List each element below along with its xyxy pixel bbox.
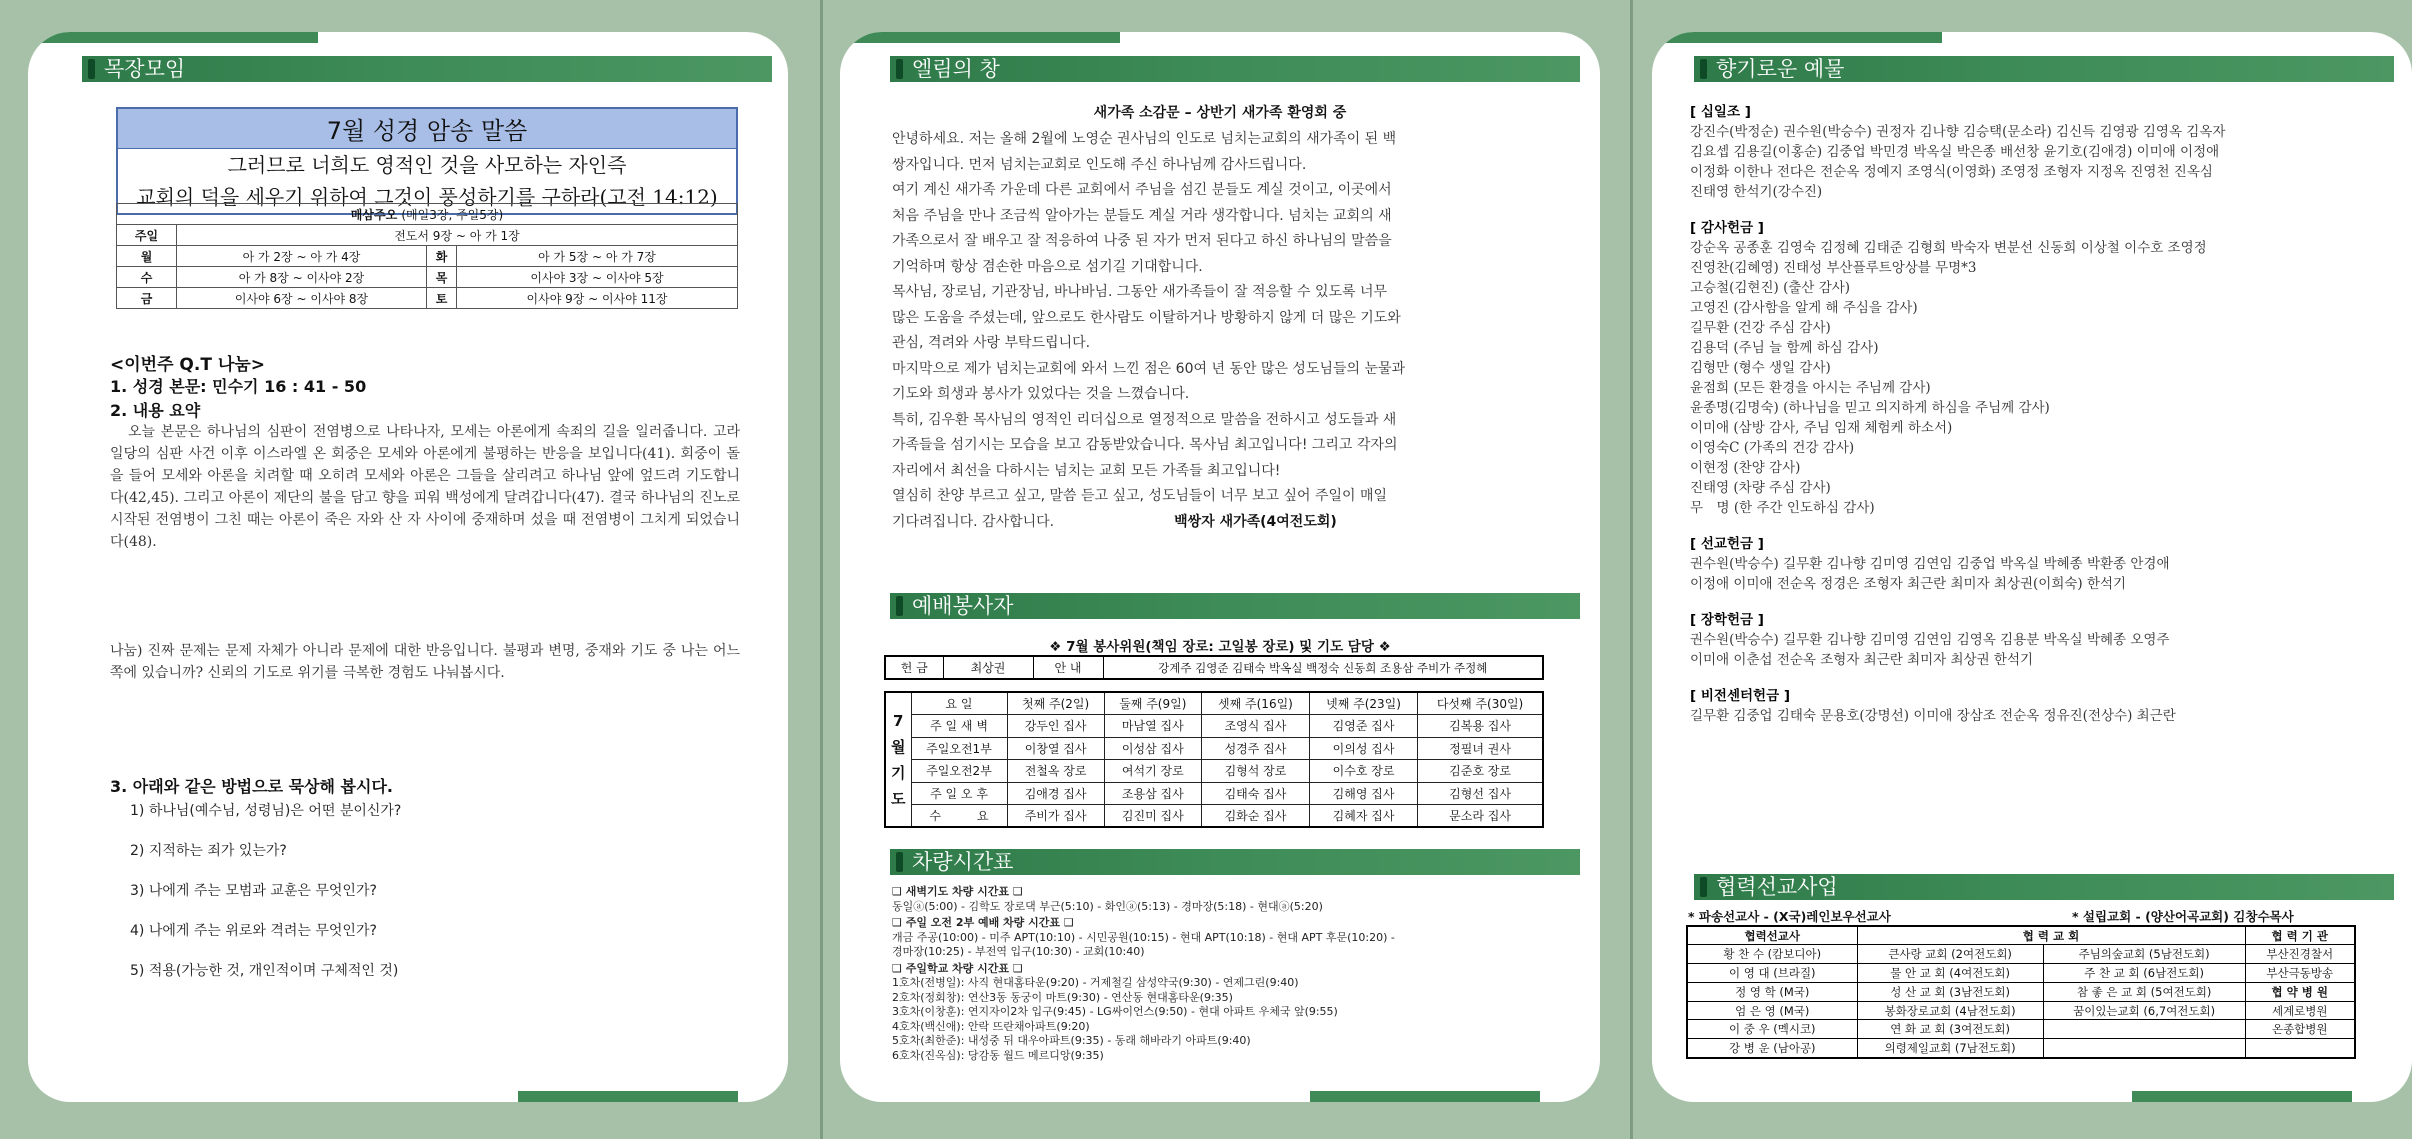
table-row: 황 찬 수 (캄보디아) 큰사랑 교회 (2여전도회) 주님의숲교회 (5남전도회) 부산진경찰서 xyxy=(1687,945,2355,964)
svc-label: 헌 금 xyxy=(885,656,943,679)
meditation-question: 5) 적용(가능한 것, 개인적이며 구체적인 것) xyxy=(130,963,399,979)
offerings-list: [ 십일조 ] 강진수(박정순) 권수원(박승수) 권정자 김나향 김승택(문소라) 김신득 김영광 김영옥 김옥자 김요셉 김용길(이홍순) 김중업 박민경 박옥실 박은종 배선창 윤기호(김애경) 이미애 이정애 이정화 이한나 전다은 전순옥 정예지 조영식(이영화) 조영정 조형자 지정옥 진영천 진옥심 진태영 한석기(강수진) [ 감사헌금 ] 강순옥 공종훈 김영숙 김정혜 김태준 김형희 박숙자 변분선 신동희 이상철 이수호 조영정 진영찬(김혜영) 진태성 부산플루트앙상블 무명*3 고승철(김현진) (출산 감사) 고영진 (감사함을 알게 해 주심을 감사) 길무환 (건강 주심 감사) 김용덕 (주님 늘 함께 하심 감사) 김형만 (형수 생일 감사) 윤점희 (모든 환경을 아시는 주님께 감사) 윤종명(김명숙) (하나님을 믿고 의지하게 하심을 주님께 감사) 이미애 (삼방 감사, 주님 임재 체험케 하소서) 이영숙C (가족의 건강 감사) 이현정 (찬양 감사) 진태영 (차량 주심 감사) 무 명 (한 주간 인도하심 감사) [ 선교헌금 ] 권수원(박승수) 길무환 김나향 김미영 김연임 김중업 박옥실 박혜종 박환종 안경애 이정애 이미애 전순옥 정경은 조형자 최근란 최미자 최상권(이희숙) 한석기 [ 장학헌금 ] 권수원(박승수) 길무환 김나향 김미영 김연임 김영옥 김용분 박옥실 박혜종 오영주 이미애 이춘섭 전순옥 조형자 최근란 최미자 최상권 한석기 [ 비전센터헌금 ] 길무환 김중업 김태숙 문용호(강명선) 이미애 장삼조 전순옥 정유진(전상수) 최근란 xyxy=(1690,102,2390,726)
col-head: 넷째 주(23일) xyxy=(1310,692,1418,715)
table-row: 주일오전1부 이창열 집사 이성삼 집사 성경주 집사 이의성 집사 정필녀 권사 xyxy=(885,737,1543,760)
letter-line: 자리에서 최선을 다하시는 넘치는 교회 모든 가족들 최고입니다! xyxy=(892,462,1281,479)
letter-line: 기다려집니다. 감사합니다. 백쌍자 새가족(4여전도회) xyxy=(892,513,1337,530)
fold-line xyxy=(1630,0,1633,1139)
decoration xyxy=(28,32,318,43)
letter-line: 목사님, 장로님, 기관장님, 바나바님. 그동안 새가족들이 잘 적응할 수 있도록 너무 xyxy=(892,284,1388,300)
bus-line: 개금 주공(10:00) - 미주 APT(10:10) - 시민공원(10:15) - 현대 APT(10:18) - 현대 APT 후문(10:20) - xyxy=(892,930,1395,944)
table-row: 강 병 운 (남아공) 의령제일교회 (7남전도회) xyxy=(1687,1039,2355,1058)
letter-title: 새가족 소감문 – 상반기 새가족 환영회 중 xyxy=(1093,105,1347,121)
svc-name: 최상권 xyxy=(943,656,1033,679)
reading-day: 화 xyxy=(427,246,457,267)
letter-signature: 백쌍자 새가족(4여전도회) xyxy=(1174,513,1337,530)
decoration xyxy=(1310,1091,1540,1102)
bus-line: 4호차(백신애): 안락 뜨란채아파트(9:20) xyxy=(892,1019,1090,1033)
offering-title: [ 선교헌금 ] xyxy=(1690,536,1764,552)
reading-text: 아 가 2장 ~ 아 가 4장 xyxy=(177,246,427,267)
meditation-question: 1) 하나님(예수님, 성령님)은 어떤 분이신가? xyxy=(130,803,402,819)
section-header-mokjang: 목장모임 xyxy=(82,56,772,82)
mission-table: 협력선교사 협 력 교 회 협 력 기 관 황 찬 수 (캄보디아) 큰사랑 교회 (2여전도회) 주님의숲교회 (5남전도회) 부산진경찰서 이 영 대 (브라질) 물 안 교 회 (4여전도회) 주 찬 교 회 (6남전도회) 부산극동방송 정 영 학 (M국) 성 산 교 회 (3남전도회) 참 좋 은 교 회 (5여전도회) 협 약 병 원 엄 은 영 (M국) 봉화장로교회 (4남전도회) 꿈이있는교회 (6,7여전도회) 세계로병원 이 중 우 (멕시코) 연 화 교 회 (3여전도회) 온종합병원 강 병 운 (남아공) 의령제일교회 (7남전도회) xyxy=(1686,925,2356,1059)
bus-title: ❑ 주일학교 차량 시간표 ❑ xyxy=(892,961,1023,975)
bus-line: 6호차(진옥심): 당감동 월드 메르디앙(9:35) xyxy=(892,1048,1104,1062)
offering-usher-table xyxy=(884,655,1544,680)
qt-summary: 오늘 본문은 하나님의 심판이 전염병으로 나타나자, 모세는 아론에게 속죄의 길을 일러줍니다. 고라 일당의 심판 사건 이후 이스라엘 온 회중은 모세와 아론에게 불평하는 반응을 보입니다(41). 회중이 돌을 들어 모세와 아론을 치려할 때 오히려 모세와 아론은 그들을 살리려고 하나님 앞에 엎드려 기도합니다(42,45). 그리고 아론이 제단의 불을 담고 향을 피워 백성에게 달려갑니다(47). 결국 하나님의 진노로 시작된 전염병이 그친 때는 아론이 죽은 자와 산 자 사이에 중재하며 섰을 때 전염병이 그치게 되었습니다(48). xyxy=(110,424,740,550)
reading-day: 수 xyxy=(117,267,177,288)
table-row: 정 영 학 (M국) 성 산 교 회 (3남전도회) 참 좋 은 교 회 (5여전도회) 협 약 병 원 xyxy=(1687,982,2355,1001)
reading-table xyxy=(116,203,738,309)
memory-verse-title: 7월 성경 암송 말씀 xyxy=(118,109,736,149)
letter-line: 가족들을 섬기시는 모습을 보고 감동받았습니다. 목사님 최고입니다! 그리고 각자의 xyxy=(892,437,1398,453)
letter-line: 열심히 찬양 부르고 싶고, 말씀 듣고 싶고, 성도님들이 너무 보고 싶어 주일이 매일 xyxy=(892,488,1388,504)
col-head: 첫째 주(2일) xyxy=(1007,692,1104,715)
letter-line: 처음 주님을 만나 조금씩 알아가는 분들도 계실 거라 생각합니다. 넘치는 교회의 새 xyxy=(892,207,1392,224)
qt-share: 나눔) 진짜 문제는 문제 자체가 아니라 문제에 대한 반응입니다. 불평과 변명, 중재와 기도 중 나는 어느 쪽에 있습니까? 신뢰의 기도로 위기를 극복한 경험도 나눠봅시다. xyxy=(110,643,740,681)
reading-text: 이사야 3장 ~ 이사야 5장 xyxy=(457,267,738,288)
table-row: 주 일 오 후 김애경 집사 조용삼 집사 김태숙 집사 김해영 집사 김형선 집사 xyxy=(885,782,1543,805)
col-head: 다섯째 주(30일) xyxy=(1418,692,1543,715)
panel-middle xyxy=(840,32,1600,1102)
table-row: 이 중 우 (멕시코) 연 화 교 회 (3여전도회) 온종합병원 xyxy=(1687,1020,2355,1039)
service-title: ❖ 7월 봉사위원(책임 장로: 고일봉 장로) 및 기도 담당 ❖ xyxy=(1049,639,1391,655)
letter-line: 관심, 격려와 사랑 부탁드립니다. xyxy=(892,335,1091,351)
letter-line: 여기 계신 새가족 가운데 다른 교회에서 주님을 섬긴 분들도 계실 것이고, 이곳에서 xyxy=(892,182,1392,198)
fold-line xyxy=(820,0,823,1139)
month-label: 7 월 기 도 xyxy=(885,692,911,827)
table-row: 주 일 새 벽 강두인 집사 마남열 집사 조영식 집사 김영준 집사 김복용 집사 xyxy=(885,715,1543,738)
letter-line: 많은 도움을 주셨는데, 앞으로도 한사람도 이탈하거나 방황하지 않게 더 많은 기도와 xyxy=(892,309,1401,326)
offering-title: [ 비전센터헌금 ] xyxy=(1690,688,1790,704)
letter-line: 가족으로서 잘 배우고 잘 적응하여 나중 된 자가 먼저 된다고 하신 하나님의 말씀을 xyxy=(892,233,1392,249)
offering-title: [ 십일조 ] xyxy=(1690,104,1751,120)
meditation-question: 4) 나에게 주는 위로와 격려는 무엇인가? xyxy=(130,923,377,939)
letter-line: 안녕하세요. 저는 올해 2월에 노영순 권사님의 인도로 넘치는교회의 새가족이 된 백 xyxy=(892,131,1397,147)
reading-day: 목 xyxy=(427,267,457,288)
letter-line: 기억하며 항상 겸손한 마음으로 섬기길 기대합니다. xyxy=(892,258,1203,275)
offering-title: [ 장학헌금 ] xyxy=(1690,612,1764,628)
offering-title: [ 감사헌금 ] xyxy=(1690,220,1764,236)
memory-verse-line1: 그러므로 너희도 영적인 것을 사모하는 자인즉 xyxy=(227,153,627,177)
bus-title: ❑ 주일 오전 2부 예배 차량 시간표 ❑ xyxy=(892,916,1074,929)
table-row: 수 요 주비가 집사 김진미 집사 김화순 집사 김혜자 집사 문소라 집사 xyxy=(885,805,1543,828)
qt-item-2: 2. 내용 요약 xyxy=(110,401,201,420)
letter-line: 쌍자입니다. 먼저 넘치는교회로 인도해 주신 하나님께 감사드립니다. xyxy=(892,156,1307,173)
reading-text: 이사야 9장 ~ 이사야 11장 xyxy=(457,288,738,309)
bus-schedule xyxy=(892,885,1582,1063)
col-head: 셋째 주(16일) xyxy=(1201,692,1309,715)
bus-line: 5호차(최한준): 내성중 뒤 대우아파트(9:35) - 동래 해바라기 아파트(9:40) xyxy=(892,1034,1251,1047)
memory-verse-box xyxy=(116,107,738,215)
reading-day: 주일 xyxy=(117,225,177,246)
qt-title: <이번주 Q.T 나눔> xyxy=(110,355,265,375)
meditation-question: 3) 나에게 주는 모범과 교훈은 무엇인가? xyxy=(130,883,377,899)
col-head: 둘째 주(9일) xyxy=(1104,692,1201,715)
section-header-servers: 예배봉사자 xyxy=(890,593,1580,619)
section-header-mission: 협력선교사업 xyxy=(1694,874,2394,900)
letter-line: 기도와 희생과 봉사가 있었다는 것을 느꼈습니다. xyxy=(892,386,1190,402)
decoration xyxy=(1652,32,1942,43)
bus-line: 2호차(정회창): 연산3동 동궁이 마트(9:30) - 연산동 현대홈타운(9:35) xyxy=(892,990,1233,1004)
reading-day: 토 xyxy=(427,288,457,309)
decoration xyxy=(2132,1091,2352,1102)
memory-verse-line2: 교회의 덕을 세우기 위하여 그것이 풍성하기를 구하라(고전 14:12) xyxy=(136,185,718,209)
table-row: 이 영 대 (브라질) 물 안 교 회 (4여전도회) 주 찬 교 회 (6남전도회) 부산극동방송 xyxy=(1687,964,2355,983)
panel-left xyxy=(28,32,788,1102)
prayer-schedule-table xyxy=(884,691,1544,828)
panel-right xyxy=(1652,32,2412,1102)
letter-line: 특히, 김우환 목사님의 영적인 리더십으로 열정적으로 말씀을 전하시고 성도들과 새 xyxy=(892,411,1397,428)
qt-item-1: 1. 성경 본문: 민수기 16 : 41 - 50 xyxy=(110,377,367,396)
reading-text: 아 가 5장 ~ 아 가 7장 xyxy=(457,246,738,267)
table-row: 엄 은 영 (M국) 봉화장로교회 (4남전도회) 꿈이있는교회 (6,7여전도회) 세계로병원 xyxy=(1687,1001,2355,1020)
bus-line: 1호차(전병일): 사직 현대홈타운(9:20) - 거제철길 삼성약국(9:30) - 연제그린(9:40) xyxy=(892,976,1299,989)
svc-label: 안 내 xyxy=(1033,656,1103,679)
section-header-offerings: 향기로운 예물 xyxy=(1694,56,2394,82)
qt-item-3: 3. 아래와 같은 방법으로 묵상해 봅시다. xyxy=(110,777,393,796)
reading-day: 금 xyxy=(117,288,177,309)
bus-line: 3호차(이창훈): 연지자이2차 입구(9:45) - LG싸이언스(9:50) - 현대 아파트 우체국 앞(9:55) xyxy=(892,1005,1338,1018)
section-header-bus: 차량시간표 xyxy=(890,849,1580,875)
meditation-question: 2) 지적하는 죄가 있는가? xyxy=(130,843,287,859)
decoration xyxy=(840,32,1120,43)
bus-line: 경마장(10:25) - 부전역 입구(10:30) - 교회(10:40) xyxy=(892,945,1145,958)
col-head: 요 일 xyxy=(911,692,1007,715)
reading-text: 이사야 6장 ~ 이사야 8장 xyxy=(177,288,427,309)
bus-line: 동일ⓐ(5:00) - 김학도 장로댁 부근(5:10) - 화인ⓐ(5:13) - 경마장(5:18) - 현대ⓐ(5:20) xyxy=(892,899,1323,913)
bus-title: ❑ 새벽기도 차량 시간표 ❑ xyxy=(892,885,1023,898)
mission-left: * 파송선교사 - (X국)레인보우선교사 xyxy=(1688,909,1891,924)
reading-text: 전도서 9장 ~ 아 가 1장 xyxy=(177,225,738,246)
svc-names: 강계주 김영준 김태숙 박옥실 백정숙 신동희 조용삼 주비가 주정혜 xyxy=(1103,656,1543,679)
letter-line: 마지막으로 제가 넘치는교회에 와서 느낀 점은 60여 년 동안 많은 성도님들의 눈물과 xyxy=(892,360,1406,377)
section-header-elim: 엘림의 창 xyxy=(890,56,1580,82)
reading-text: 아 가 8장 ~ 이사야 2장 xyxy=(177,267,427,288)
mission-right: * 설립교회 - (양산어곡교회) 김창수목사 xyxy=(2072,909,2294,924)
reading-day: 월 xyxy=(117,246,177,267)
table-row: 주일오전2부 전철옥 장로 여석기 장로 김형석 장로 이수호 장로 김준호 장로 xyxy=(885,760,1543,783)
reading-table-title: 매삼주오 (매일3장, 주일5장) xyxy=(117,204,738,225)
decoration xyxy=(518,1091,738,1102)
letter-body xyxy=(892,127,1582,535)
